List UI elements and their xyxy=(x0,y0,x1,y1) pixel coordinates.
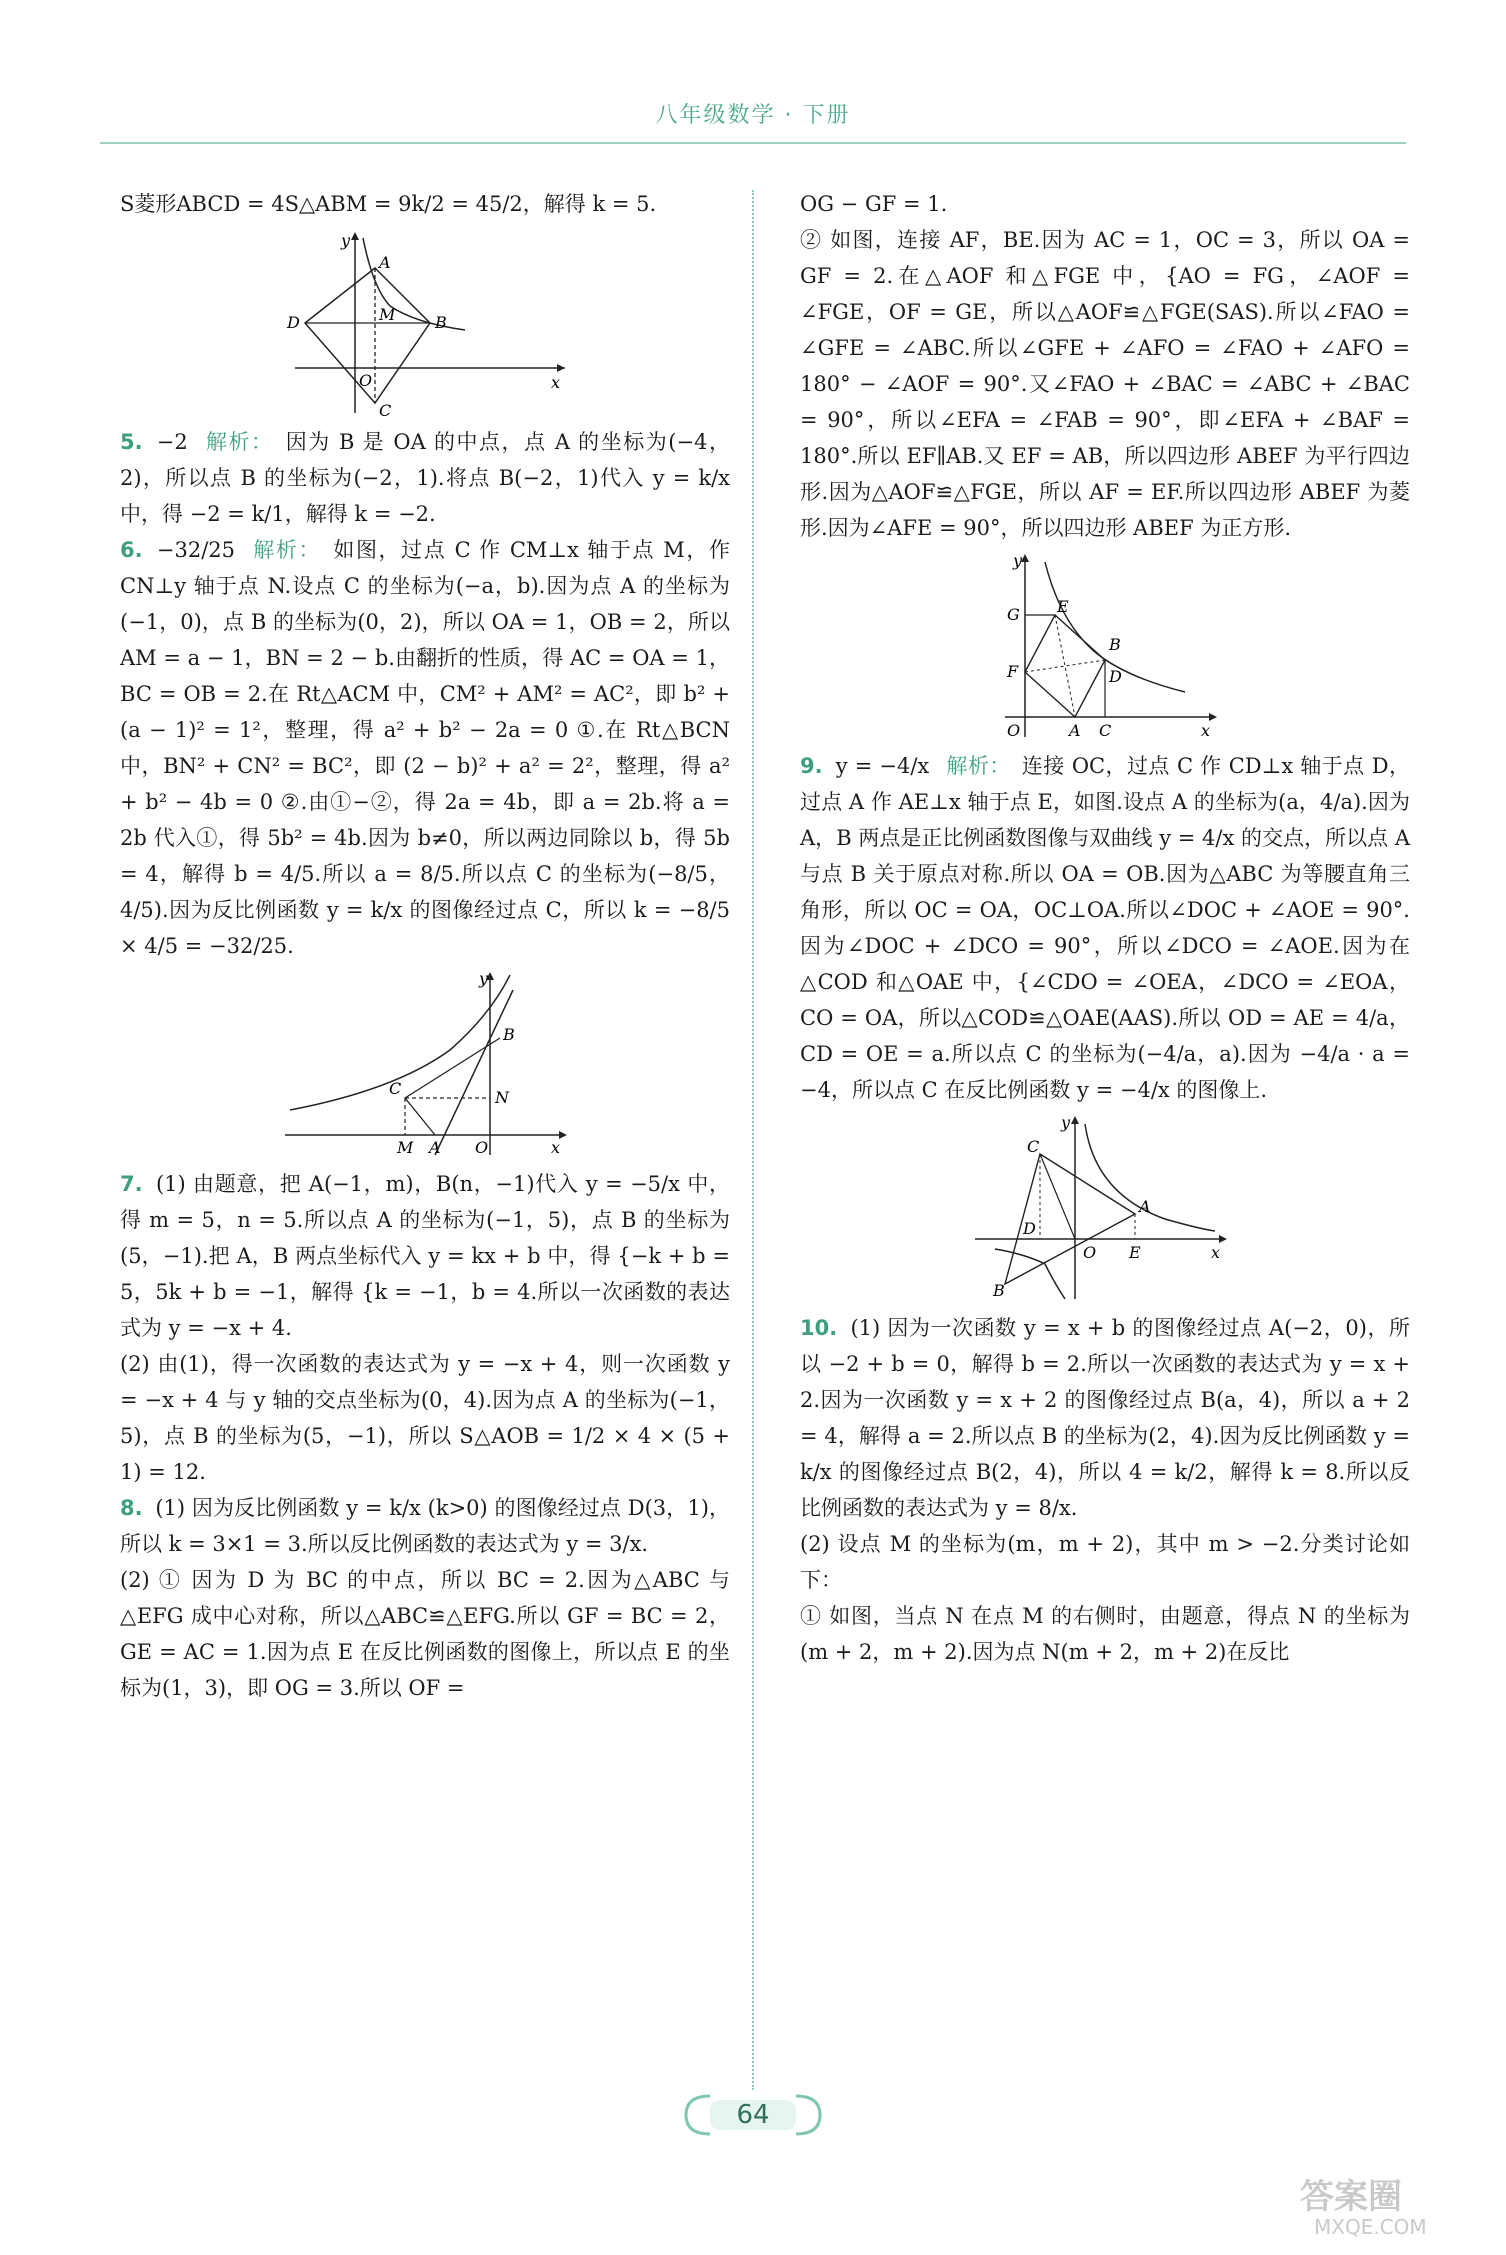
page-header: 八年级数学 · 下册 xyxy=(655,103,851,128)
block-text: ① 如图，当点 N 在点 M 的右侧时，由题意，得点 N 的坐标为(m + 2，m + 2).因为点 N(m + 2，m + 2)在反比 xyxy=(800,1604,1410,1664)
right-block-5 xyxy=(800,1598,1410,1670)
block-text: (1) 因为一次函数 y = x + b 的图像经过点 A(−2，0)，所以 −2 + b = 0，解得 b = 2.所以一次函数的表达式为 y = x + 2.因为一次函数 y = x + 2 的图像经过点 B(a，4)，所以 a + 2 = 4，解得 a = 2.所以点 B 的坐标为(2，4).因为反比例函数 y = k/x 的图像经过点 B(2，4)，所以 4 = k/2，解得 k = 8.所以反比例函数的表达式为 y = 8/x. xyxy=(800,1316,1410,1520)
right-column xyxy=(800,186,1410,1670)
fig3-label: x xyxy=(1201,721,1211,740)
fig2-label: N xyxy=(495,1088,509,1107)
fig1-label: B xyxy=(435,313,447,332)
fig4-label: O xyxy=(1083,1243,1097,1262)
right-block-0 xyxy=(800,186,1410,222)
fig3-label: G xyxy=(1007,605,1020,624)
question-number: 5. xyxy=(120,430,143,454)
fig3-label: D xyxy=(1109,667,1122,686)
question-number: 6. xyxy=(120,538,143,562)
block-text: (2) ① 因为 D 为 BC 的中点，所以 BC = 2.因为△ABC 与△EFG 成中心对称，所以△ABC≌△EFG.所以 GF = BC = 2，GE = AC = 1.因为点 E 在反比例函数的图像上，所以点 E 的坐标为(1，3)，即 OG = 3.所以 OF = xyxy=(120,1568,730,1700)
answer: −32/25 xyxy=(156,538,235,562)
fig1-label: A xyxy=(379,253,391,272)
fig1-label: M xyxy=(379,305,396,324)
left-block-6 xyxy=(120,1562,730,1706)
fig1-label: D xyxy=(287,313,300,332)
fig3-label: E xyxy=(1057,597,1069,616)
answer: y = −4/x xyxy=(835,754,930,778)
answer: −2 xyxy=(156,430,188,454)
fig1-label: C xyxy=(379,401,392,418)
fig3-label: B xyxy=(1109,635,1121,654)
analysis-tag: 解析： xyxy=(205,430,274,454)
column-divider xyxy=(752,190,754,2090)
fig4-label: C xyxy=(1027,1137,1040,1156)
question-number: 7. xyxy=(120,1172,143,1196)
question-number: 10. xyxy=(800,1316,838,1340)
question-number: 9. xyxy=(800,754,823,778)
watermark-text: 答案圈 xyxy=(1300,2177,1402,2217)
figure-fold xyxy=(275,970,575,1160)
fig1-label: x xyxy=(551,373,561,392)
analysis-tag: 解析： xyxy=(253,538,322,562)
right-block-1 xyxy=(800,222,1410,546)
figure-square xyxy=(985,552,1225,742)
left-block-0 xyxy=(120,186,730,222)
fig4-label: B xyxy=(993,1281,1005,1300)
fig2-label: O xyxy=(475,1138,489,1157)
block-text: (1) 因为反比例函数 y = k/x (k>0) 的图像经过点 D(3，1)，所以 k = 3×1 = 3.所以反比例函数的表达式为 y = 3/x. xyxy=(120,1496,730,1556)
question-number: 8. xyxy=(120,1496,143,1520)
figure-isosceles xyxy=(965,1114,1245,1304)
fig2-label: C xyxy=(389,1079,402,1098)
left-block-1 xyxy=(120,424,730,532)
header-divider xyxy=(100,142,1406,144)
right-block-4 xyxy=(800,1526,1410,1598)
fig1-label: O xyxy=(359,371,373,390)
block-text: 因为 B 是 OA 的中点，点 A 的坐标为(−4，2)，所以点 B 的坐标为(−2，1).将点 B(−2，1)代入 y = k/x 中，得 −2 = k/1，解得 k = −2. xyxy=(120,430,730,526)
fig3-label: C xyxy=(1099,721,1112,740)
block-text: (1) 由题意，把 A(−1，m)，B(n，−1)代入 y = −5/x 中，得 m = 5，n = 5.所以点 A 的坐标为(−1，5)，点 B 的坐标为(5，−1).把 A，B 两点坐标代入 y = kx + b 中，得 {−k + b = 5，5k + b = −1，解得 {k = −1，b = 4.所以一次函数的表达式为 y = −x + 4. xyxy=(120,1172,730,1340)
right-block-2 xyxy=(800,748,1410,1108)
left-block-3 xyxy=(120,1166,730,1346)
fig1-label: y xyxy=(341,231,351,250)
page-number: 64 xyxy=(736,2100,770,2130)
right-block-3 xyxy=(800,1310,1410,1526)
block-text: 连接 OC，过点 C 作 CD⊥x 轴于点 D，过点 A 作 AE⊥x 轴于点 E，如图.设点 A 的坐标为(a，4/a).因为 A，B 两点是正比例函数图像与双曲线 y = 4/x 的交点，所以点 A 与点 B 关于原点对称.所以 OA = OB.因为△ABC 为等腰直角三角形，所以 OC = OA，OC⊥OA.所以∠DOC + ∠AOE = 90°.因为∠DOC + ∠DCO = 90°，所以∠DCO = ∠AOE.因为在△COD 和△OAE 中，{∠CDO = ∠OEA，∠DCO = ∠EOA，CO = OA，所以△COD≌△OAE(AAS).所以 OD = AE = 4/a，CD = OE = a.所以点 C 的坐标为(−4/a，a).因为 −4/a · a = −4，所以点 C 在反比例函数 y = −4/x 的图像上. xyxy=(800,754,1410,1102)
block-text: ② 如图，连接 AF，BE.因为 AC = 1，OC = 3，所以 OA = GF = 2.在△AOF 和△FGE 中，{AO = FG，∠AOF = ∠FGE，OF = GE，所以△AOF≌△FGE(SAS).所以∠FAO = ∠GFE = ∠ABC.所以∠GFE + ∠AFO = ∠FAO + ∠AFO = 180° − ∠AOF = 90°.又∠FAO + ∠BAC = ∠ABC + ∠BAC = 90°，所以∠EFA = ∠FAB = 90°，即∠EFA + ∠BAF = 180°.所以 EF∥AB.又 EF = AB，所以四边形 ABEF 为平行四边形.因为△AOF≌△FGE，所以 AF = EF.所以四边形 ABEF 为菱形.因为∠AFE = 90°，所以四边形 ABEF 为正方形. xyxy=(800,228,1410,540)
fig4-label: x xyxy=(1211,1243,1221,1262)
fig3-label: y xyxy=(1013,552,1023,570)
fig4-label: A xyxy=(1139,1197,1151,1216)
analysis-tag: 解析： xyxy=(946,754,1011,778)
block-text: (2) 设点 M 的坐标为(m，m + 2)，其中 m > −2.分类讨论如下： xyxy=(800,1532,1410,1592)
fig4-label: D xyxy=(1023,1219,1036,1238)
fig4-label: E xyxy=(1129,1243,1141,1262)
fig2-label: x xyxy=(551,1138,561,1157)
watermark-logo xyxy=(1290,2170,1490,2240)
left-block-4 xyxy=(120,1346,730,1490)
fig2-label: M xyxy=(397,1138,414,1157)
left-block-5 xyxy=(120,1490,730,1562)
fig2-label: A xyxy=(429,1138,441,1157)
watermark-url: MXQE.COM xyxy=(1314,2215,1427,2239)
block-text: OG − GF = 1. xyxy=(800,192,948,216)
page-number-badge xyxy=(680,2092,826,2138)
block-text: S菱形ABCD = 4S△ABM = 9k/2 = 45/2，解得 k = 5. xyxy=(120,192,657,216)
figure-rhombus xyxy=(275,228,575,418)
fig3-label: O xyxy=(1007,721,1021,740)
left-block-2 xyxy=(120,532,730,964)
fig4-label: y xyxy=(1061,1114,1071,1132)
fig3-label: F xyxy=(1007,662,1019,681)
block-text: 如图，过点 C 作 CM⊥x 轴于点 M，作 CN⊥y 轴于点 N.设点 C 的坐标为(−a，b).因为点 A 的坐标为(−1，0)，点 B 的坐标为(0，2)，所以 OA = 1，OB = 2，所以 AM = a − 1，BN = 2 − b.由翻折的性质，得 AC = OA = 1，BC = OB = 2.在 Rt△ACM 中，CM² + AM² = AC²，即 b² + (a − 1)² = 1²，整理，得 a² + b² − 2a = 0 ①.在 Rt△BCN 中，BN² + CN² = BC²，即 (2 − b)² + a² = 2²，整理，得 a² + b² − 4b = 0 ②.由①−②，得 2a = 4b，即 a = 2b.将 a = 2b 代入①，得 5b² = 4b.因为 b≠0，所以两边同除以 b，得 5b = 4，解得 b = 4/5.所以 a = 8/5.所以点 C 的坐标为(−8/5，4/5).因为反比例函数 y = k/x 的图像经过点 C，所以 k = −8/5 × 4/5 = −32/25. xyxy=(120,538,731,958)
fig2-label: y xyxy=(479,970,489,988)
left-column xyxy=(120,186,730,1706)
fig2-label: B xyxy=(503,1025,515,1044)
block-text: (2) 由(1)，得一次函数的表达式为 y = −x + 4，则一次函数 y = −x + 4 与 y 轴的交点坐标为(0，4).因为点 A 的坐标为(−1，5)，点 B 的坐标为(5，−1)，所以 S△AOB = 1/2 × 4 × (5 + 1) = 12. xyxy=(120,1352,730,1484)
fig3-label: A xyxy=(1069,721,1081,740)
